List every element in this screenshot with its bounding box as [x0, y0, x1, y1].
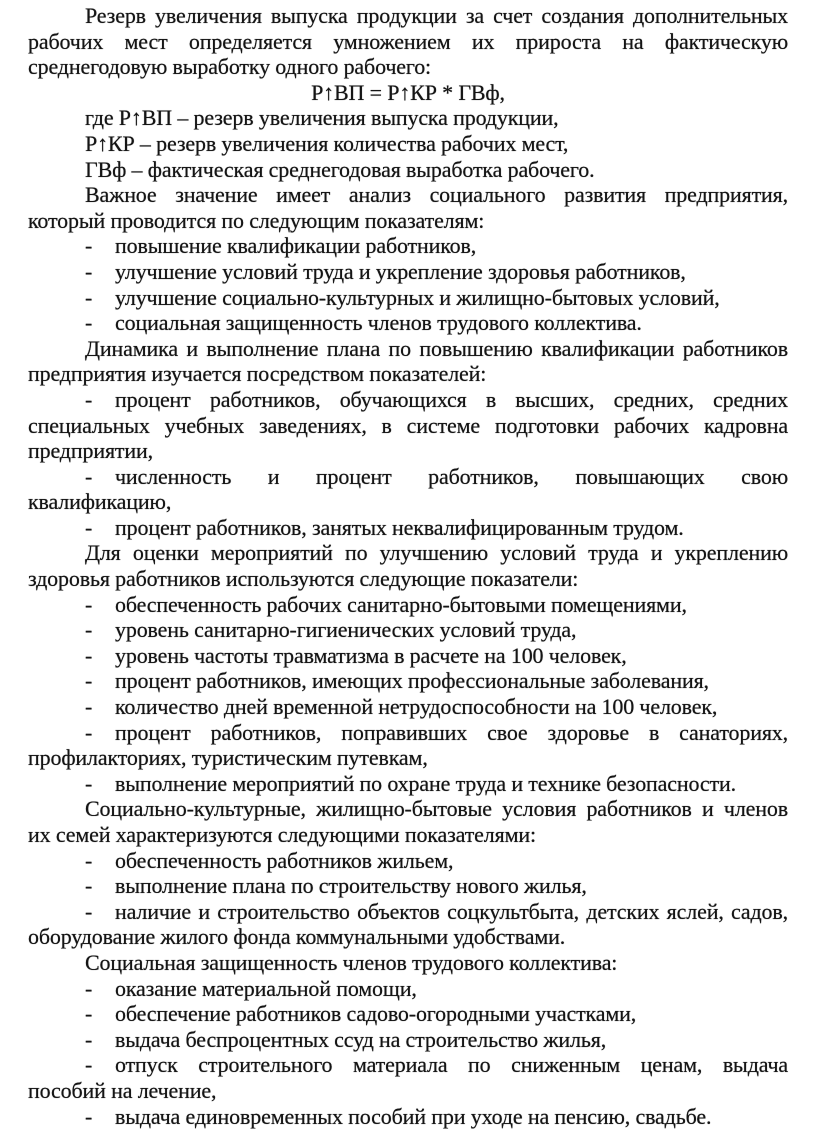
text-line [85, 591, 788, 618]
bullet-marker: - [85, 873, 93, 899]
text-line [28, 950, 788, 976]
text-line [85, 1052, 788, 1078]
text-line [85, 642, 788, 669]
text-line [85, 617, 788, 643]
bullet-marker: - [85, 284, 93, 310]
text-line [85, 463, 788, 490]
line-text: Резерв увеличения выпуска продукции за счет создания дополнительных [85, 3, 788, 28]
text-line [85, 898, 788, 925]
line-text: повышение квалификации работников, [115, 233, 477, 259]
line-text: Важное значение имеет анализ социального развития предприятия, [85, 182, 788, 208]
text-line [28, 1078, 788, 1104]
bullet-marker: - [85, 668, 93, 694]
line-text: квалификацию, [28, 489, 172, 515]
document-body [28, 3, 788, 1129]
bullet-marker: - [85, 1026, 93, 1052]
line-text: Для оценки мероприятий по улучшению условий труда и укреплению [85, 540, 788, 566]
line-text: процент работников, поправивших свое здоровье в санаториях, [115, 719, 788, 745]
line-text: выполнение мероприятий по охране труда и технике безопасности. [115, 770, 736, 796]
line-text: выдача беспроцентных ссуд на строительство жилья, [115, 1026, 607, 1052]
line-text: специальных учебных заведениях, в системе подготовки рабочих кадровна [28, 412, 788, 438]
text-line [85, 668, 788, 694]
text-line [85, 694, 788, 720]
bullet-marker: - [85, 898, 93, 924]
bullet-marker: - [85, 1103, 93, 1129]
text-line [85, 1103, 788, 1129]
line-text: социальная защищенность членов трудового коллектива. [115, 310, 642, 336]
text-line [28, 182, 788, 208]
line-text: процент работников, обучающихся в высших, средних, средних [115, 386, 788, 412]
text-line [85, 719, 788, 746]
text-line [28, 80, 788, 106]
bullet-marker: - [85, 1001, 93, 1027]
bullet-marker: - [85, 233, 93, 259]
line-text: улучшение социально-культурных и жилищно-бытовых условий, [115, 284, 720, 310]
text-line [85, 514, 788, 541]
bullet-marker: - [85, 975, 93, 1001]
bullet-marker: - [85, 642, 93, 668]
line-text: ГВф – фактическая среднегодовая выработка рабочего. [85, 156, 595, 182]
bullet-marker: - [85, 1052, 93, 1078]
line-text: обеспеченность работников жильем, [115, 847, 454, 873]
text-line [28, 489, 788, 515]
text-line [85, 284, 788, 311]
line-text: процент работников, занятых неквалифицированным трудом. [115, 514, 684, 540]
line-text: Динамика и выполнение плана по повышению квалификации работников [85, 335, 788, 361]
line-text: численность и процент работников, повышающих свою [115, 463, 788, 489]
line-text: среднегодовую выработку одного рабочего: [28, 54, 432, 80]
line-text: рабочих мест определяется умножением их прироста на фактическую [28, 28, 788, 54]
line-text: предприятии, [28, 438, 153, 464]
bullet-marker: - [85, 514, 93, 540]
text-line [28, 796, 788, 822]
line-text: Р↑КР – резерв увеличения количества рабочих мест, [85, 130, 569, 156]
line-text: уровень частоты травматизма в расчете на 100 человек, [115, 642, 627, 668]
text-line [85, 1001, 788, 1027]
text-line [28, 131, 788, 157]
text-line [28, 745, 788, 771]
text-line [28, 54, 788, 80]
line-text: Р↑ВП = Р↑КР * ГВф, [311, 79, 505, 105]
bullet-marker: - [85, 847, 93, 873]
line-text: наличие и строительство объектов соцкультбыта, детских яслей, садов, [115, 898, 788, 924]
text-line [85, 1026, 788, 1053]
text-line [85, 975, 788, 1002]
line-text: оказание материальной помощи, [115, 975, 417, 1001]
line-text: оборудование жилого фонда коммунальными удобствами. [28, 924, 566, 950]
line-text: предприятия изучается посредством показателей: [28, 361, 487, 387]
bullet-marker: - [85, 310, 93, 336]
bullet-marker: - [85, 258, 93, 284]
line-text: Социальная защищенность членов трудового коллектива: [85, 949, 618, 975]
text-line [28, 438, 788, 464]
line-text: где Р↑ВП – резерв увеличения выпуска продукции, [85, 105, 559, 131]
bullet-marker: - [85, 591, 93, 617]
text-line [28, 361, 788, 387]
line-text: обеспеченность рабочих санитарно-бытовыми помещениями, [115, 591, 687, 617]
text-line [85, 310, 788, 336]
bullet-marker: - [85, 719, 93, 745]
text-line [28, 540, 788, 566]
text-line [28, 157, 788, 183]
line-text: количество дней временной нетрудоспособности на 100 человек, [115, 694, 718, 720]
line-text: выдача единовременных пособий при уходе на пенсию, свадьбе. [115, 1103, 712, 1129]
text-line [28, 413, 788, 439]
line-text: здоровья работников используются следующие показатели: [28, 566, 579, 592]
line-text: уровень санитарно-гигиенических условий труда, [115, 617, 577, 643]
line-text: обеспечение работников садово-огородными участками, [115, 1001, 637, 1027]
text-line [85, 258, 788, 285]
text-line [85, 770, 788, 797]
line-text: отпуск строительного материала по сниженным ценам, выдача [115, 1052, 788, 1078]
text-line [85, 233, 788, 259]
text-line [28, 29, 788, 55]
text-line [28, 208, 788, 234]
line-text: улучшение условий труда и укрепление здоровья работников, [115, 258, 686, 284]
line-text: выполнение плана по строительству нового жилья, [115, 873, 587, 899]
line-text: пособий на лечение, [28, 1077, 217, 1103]
text-line [28, 3, 788, 29]
bullet-marker: - [85, 617, 93, 643]
text-line [28, 105, 788, 131]
bullet-marker: - [85, 770, 93, 796]
text-line [28, 566, 788, 592]
text-line [85, 873, 788, 899]
text-line [85, 847, 788, 874]
line-text: профилакториях, туристическим путевкам, [28, 745, 428, 771]
line-text: который проводится по следующим показателям: [28, 207, 485, 233]
line-text: процент работников, имеющих профессиональные заболевания, [115, 668, 709, 694]
text-line [28, 924, 788, 950]
line-text: их семей характеризуются следующими показателями: [28, 822, 536, 847]
text-line [28, 336, 788, 362]
text-line [85, 386, 788, 413]
line-text: Социально-культурные, жилищно-бытовые условия работников и членов [85, 796, 788, 822]
bullet-marker: - [85, 694, 93, 720]
text-line [28, 822, 788, 848]
bullet-marker: - [85, 463, 93, 489]
bullet-marker: - [85, 386, 93, 412]
